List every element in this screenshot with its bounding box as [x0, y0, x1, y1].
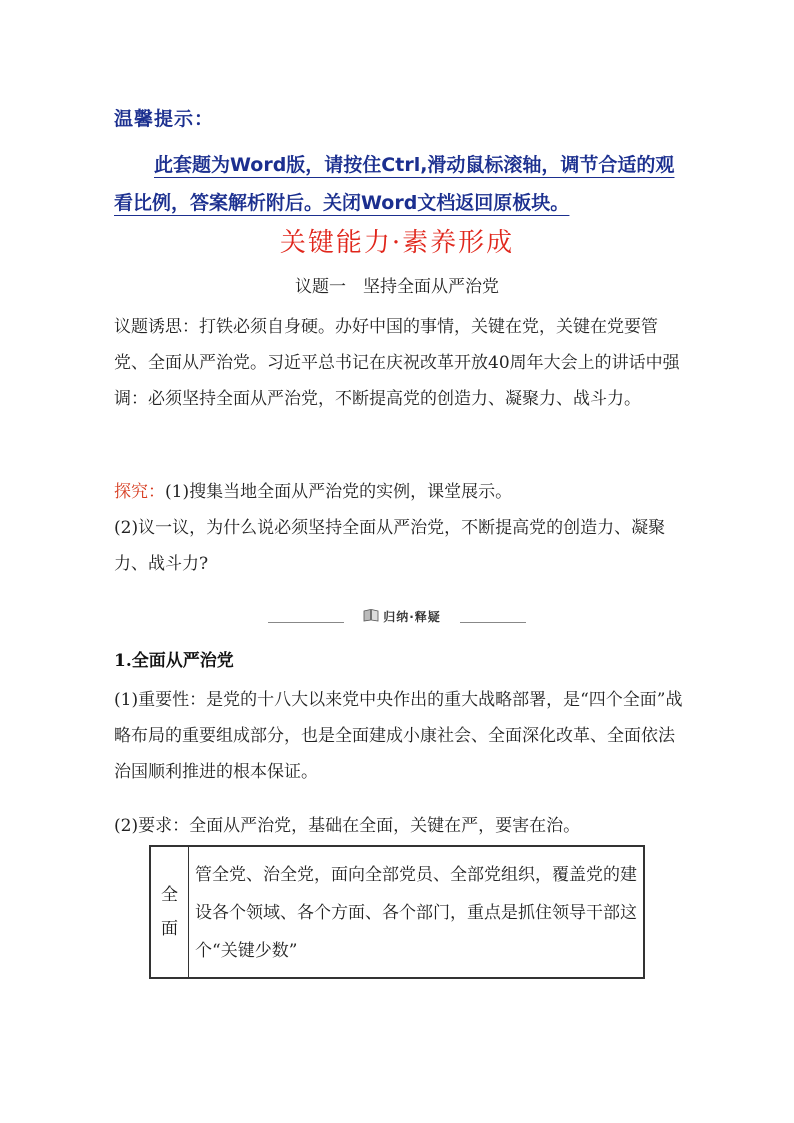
explore-item-1: [114, 474, 686, 510]
topic-title: 议题一 坚持全面从严治党: [295, 277, 499, 297]
table-head-char-1: 全: [161, 885, 178, 905]
divider-line-left: [268, 622, 344, 623]
divider-badge: [346, 606, 458, 626]
divider-line-right: [460, 622, 526, 623]
importance-paragraph: (1)重要性：是党的十八大以来党中央作出的重大战略部署，是“四个全面”战略布局的重要组成部分，也是全面建成小康社会、全面深化改革、全面依法治国顺利推进的根本保证。: [114, 690, 683, 782]
table-body-cell: 管全党、治全党，面向全部党员、全部党组织，覆盖党的建设各个领域、各个方面、各个部门，重点是抓住领导干部这个“关键少数”: [195, 865, 637, 961]
section-divider: [268, 606, 526, 628]
requirement-table: [149, 845, 645, 979]
book-icon: [363, 607, 379, 626]
requirement-paragraph: (2)要求：全面从严治党，基础在全面，关键在严，要害在治。: [114, 816, 581, 836]
explore-item-1-text: (1)搜集当地全面从严治党的实例，课堂展示。: [165, 482, 513, 502]
intro-paragraph: 议题诱思：打铁必须自身硬。办好中国的事情，关键在党，关键在党要管党、全面从严治党。习近平总书记在庆祝改革开放40周年大会上的讲话中强调：必须坚持全面从严治党，不断提高党的创造力、凝聚力、战斗力。: [114, 317, 680, 409]
main-title: 关键能力·素养形成: [279, 228, 515, 258]
divider-label: 归纳·释疑: [383, 609, 441, 624]
tip-body[interactable]: [114, 146, 686, 222]
tip-heading: 温馨提示：: [114, 108, 215, 130]
tip-link[interactable]: 此套题为Word版，请按住Ctrl,滑动鼠标滚轴，调节合适的观看比例，答案解析附后。关闭Word文档返回原板块。: [114, 154, 675, 214]
table-head-cell: [151, 847, 189, 977]
explore-item-2: (2)议一议，为什么说必须坚持全面从严治党，不断提高党的创造力、凝聚力、战斗力?: [114, 518, 666, 574]
section-heading: 1.全面从严治党: [114, 651, 234, 671]
table-head-char-2: 面: [161, 919, 178, 939]
explore-label: 探究：: [114, 482, 165, 502]
